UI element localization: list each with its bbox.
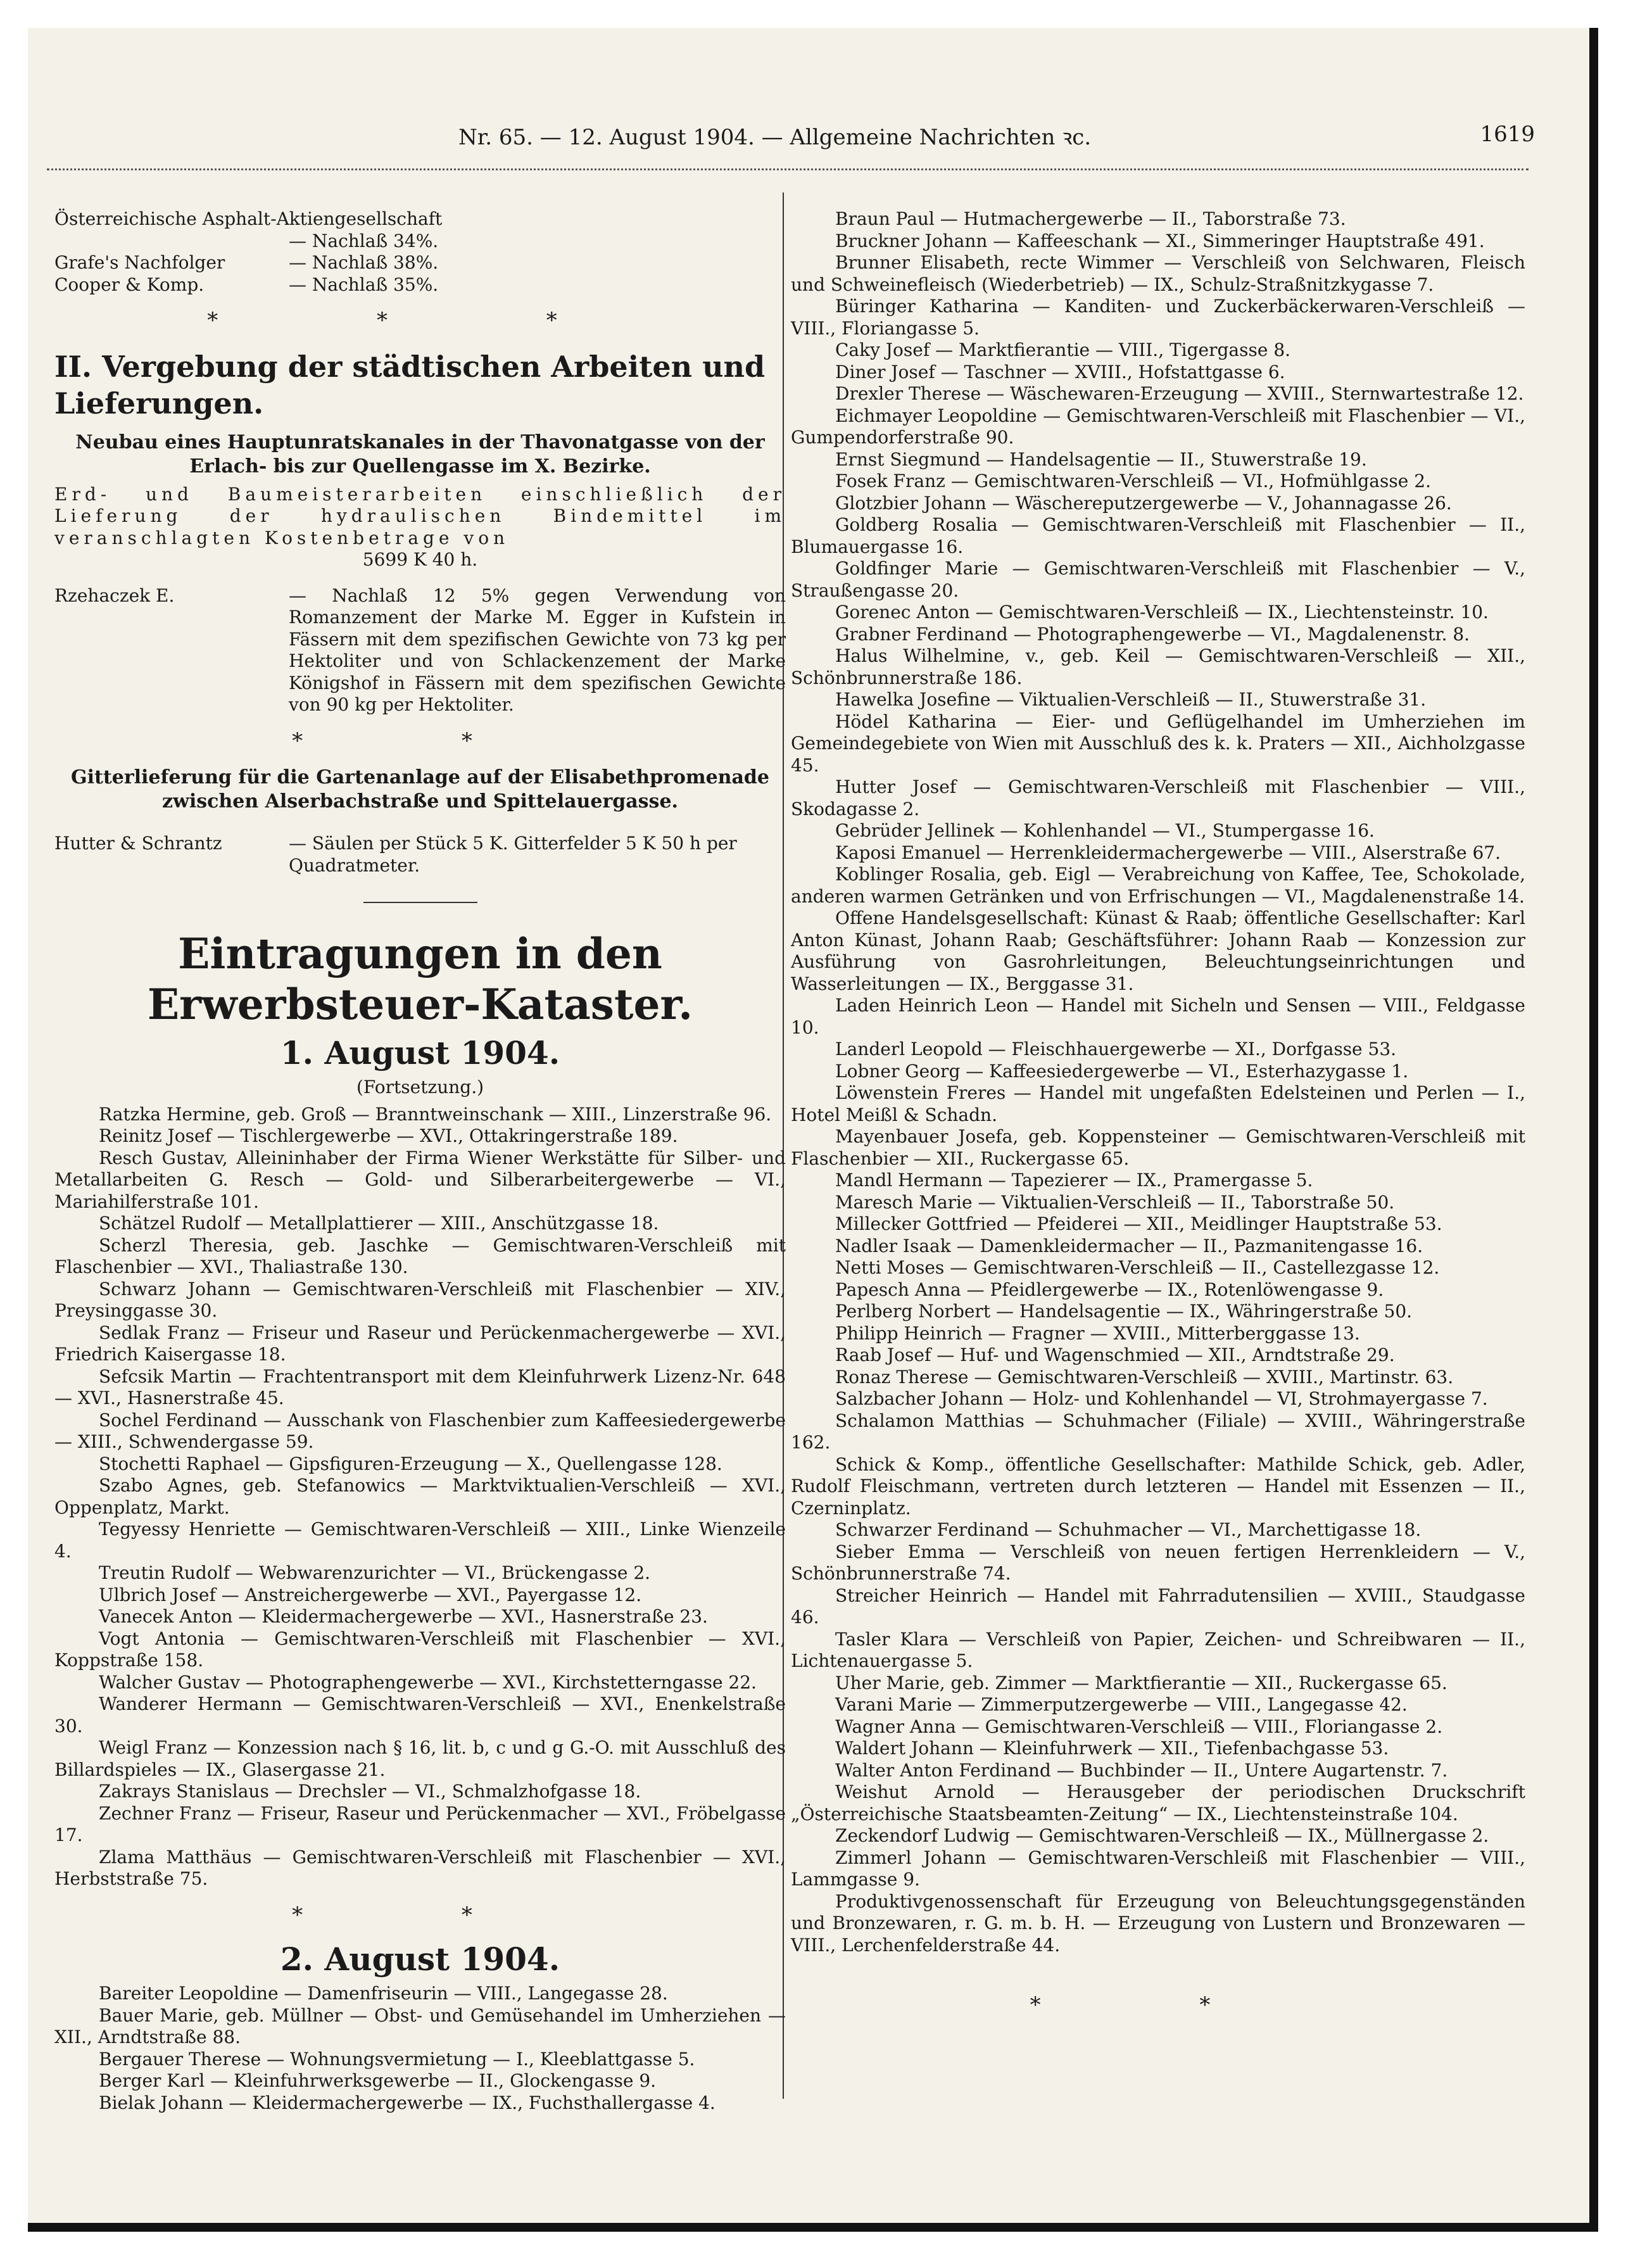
- list-item: Löwenstein Freres — Handel mit ungefaßten Edelsteinen und Perlen — I., Hotel Meißl & Schadn.: [791, 1082, 1525, 1125]
- newspaper-page: [28, 28, 1598, 2232]
- list-item: Sefcsik Martin — Frachtentransport mit dem Kleinfuhrwerk Lizenz-Nr. 648 — XVI., Hasnerstraße 45.: [54, 1365, 786, 1408]
- list-item: Schätzel Rudolf — Metallplattierer — XIII., Anschützgasse 18.: [99, 1213, 659, 1234]
- top-entry: [54, 274, 786, 296]
- list-item: Produktivgenossenschaft für Erzeugung von Beleuchtungsgegenständen und Bronzewaren, r. G. m. b. H. — Erzeugung von Lustern und Bronzewaren — VIII., Lerchenfelderstraße 44.: [791, 1890, 1525, 1956]
- list-item: Weishut Arnold — Herausgeber der periodischen Druckschrift „Österreichische Staatsbeamten-Zeitung“ — IX., Liechtensteinstraße 104.: [791, 1781, 1525, 1825]
- list-item: Bielak Johann — Kleidermachergewerbe — IX., Fuchsthallergasse 4.: [99, 2092, 716, 2113]
- list-item: Szabo Agnes, geb. Stefanowics — Marktviktualien-Verschleiß — XVI., Oppenplatz, Markt.: [54, 1475, 786, 1518]
- list-item: Nadler Isaak — Damenkleidermacher — II., Pazmanitengasse 16.: [835, 1235, 1423, 1256]
- list-item: Offene Handelsgesellschaft: Künast & Raab; öffentliche Gesellschafter: Karl Anton Künast, Johann Raab; Geschäftsführer: Johann Raab — Konzession zur Ausführung von Gasrohrleitungen, Beleuchtungseinrichtungen und Wasserleitungen — IX., Berggasse 31.: [791, 908, 1525, 994]
- list-item: Schwarz Johann — Gemischtwaren-Verschleiß mit Flaschenbier — XIV., Preysinggasse 30.: [54, 1278, 786, 1321]
- top-entry: [54, 252, 786, 274]
- list-item: Berger Karl — Kleinfuhrwerksgewerbe — II., Glockengasse 9.: [99, 2070, 657, 2091]
- list-item: Sieber Emma — Verschleiß von neuen fertigen Herrenkleidern — V., Schönbrunnerstraße 74.: [791, 1541, 1525, 1584]
- list-item: Perlberg Norbert — Handelsagentie — IX., Währingerstraße 50.: [835, 1301, 1413, 1322]
- list-item: Streicher Heinrich — Handel mit Fahrradutensilien — XVIII., Staudgasse 46.: [791, 1585, 1525, 1628]
- subheading: Gitterlieferung für die Gartenanlage auf der Elisabethpromenade zwischen Alserbachstraße und Spittelauergasse.: [71, 766, 769, 813]
- list-item: Bauer Marie, geb. Müllner — Obst- und Gemüsehandel im Umherziehen — XII., Arndtstraße 88.: [54, 2004, 786, 2047]
- list-item: Reinitz Josef — Tischlergewerbe — XVI., Ottakringerstraße 189.: [99, 1125, 678, 1146]
- list-item: Zechner Franz — Friseur, Raseur und Perückenmacher — XVI., Fröbelgasse 17.: [54, 1802, 786, 1845]
- date-heading: 2. August 1904.: [280, 1940, 560, 1978]
- subheading: Neubau eines Hauptunratskanales in der Thavonatgasse von der Erlach- bis zur Quellengasse im X. Bezirke.: [75, 431, 765, 478]
- list-item: Ulbrich Josef — Anstreichergewerbe — XVI., Payergasse 12.: [99, 1584, 642, 1605]
- header-rule: [47, 168, 1529, 170]
- list-item: Ronaz Therese — Gemischtwaren-Verschleiß — XVIII., Martinstr. 63.: [835, 1366, 1454, 1388]
- list-item: Sedlak Franz — Friseur und Raseur und Perückenmachergewerbe — XVI., Friedrich Kaisergasse 18.: [54, 1322, 786, 1365]
- list-item: Millecker Gottfried — Pfeiderei — XII., Meidlinger Hauptstraße 53.: [835, 1213, 1442, 1234]
- list-item: Salzbacher Johann — Holz- und Kohlenhandel — VI, Strohmayergasse 7.: [835, 1388, 1488, 1409]
- entry-list: [791, 208, 1525, 1956]
- list-item: Gorenec Anton — Gemischtwaren-Verschleiß — IX., Liechtensteinstr. 10.: [835, 602, 1489, 623]
- list-item: Büringer Katharina — Kanditen- und Zuckerbäckerwaren-Verschleiß — VIII., Floriangasse 5.: [791, 296, 1525, 339]
- list-item: Halus Wilhelmine, v., geb. Keil — Gemischtwaren-Verschleiß — XII., Schönbrunnerstraße 186.: [791, 645, 1525, 688]
- top-entry: [54, 208, 786, 231]
- right-column: [791, 208, 1525, 2030]
- left-column: [54, 208, 786, 2114]
- tender-description: Erd- und Baumeisterarbeiten einschließlich der Lieferung der hydraulischen Bindemittel im veranschlagten Kostenbetrage von: [54, 483, 786, 548]
- tender-amount: 5699 K 40 h.: [362, 549, 478, 570]
- list-item: Fosek Franz — Gemischtwaren-Verschleiß — VI., Hofmühlgasse 2.: [835, 471, 1431, 491]
- list-item: Philipp Heinrich — Fragner — XVIII., Mitterberggasse 13.: [835, 1322, 1360, 1344]
- list-item: Lobner Georg — Kaffeesiedergewerbe — VI., Esterhazygasse 1.: [835, 1060, 1409, 1082]
- list-item: Mayenbauer Josefa, geb. Koppensteiner — Gemischtwaren-Verschleiß mit Flaschenbier — XII., Ruckergasse 65.: [791, 1126, 1525, 1169]
- award-name: Rzehaczek E.: [54, 585, 175, 606]
- award-name: Hutter & Schrantz: [54, 833, 222, 854]
- list-item: Ratzka Hermine, geb. Groß — Branntweinschank — XIII., Linzerstraße 96.: [99, 1103, 772, 1125]
- list-item: Hödel Katharina — Eier- und Geflügelhandel im Umherziehen im Gemeindegebiete von Wien mit Ausschluß des k. k. Praters — XII., Aichholzgasse 45.: [791, 711, 1525, 776]
- list-item: Walter Anton Ferdinand — Buchbinder — II., Untere Augartenstr. 7.: [835, 1759, 1448, 1781]
- list-item: Zlama Matthäus — Gemischtwaren-Verschleiß mit Flaschenbier — XVI., Herbststraße 75.: [54, 1846, 786, 1889]
- list-item: Gebrüder Jellinek — Kohlenhandel — VI., Stumpergasse 16.: [835, 820, 1375, 841]
- list-item: Bareiter Leopoldine — Damenfriseurin — VIII., Langegasse 28.: [99, 1983, 668, 2004]
- entry-name: Grafe's Nachfolger: [54, 252, 225, 273]
- page-number: 1619: [1480, 122, 1535, 147]
- list-item: Kaposi Emanuel — Herrenkleidermachergewerbe — VIII., Alserstraße 67.: [835, 842, 1501, 863]
- separator-stars: * *: [1030, 1992, 1287, 2018]
- entry-list: [54, 1983, 786, 2114]
- list-item: Uher Marie, geb. Zimmer — Marktfierantie — XII., Ruckergasse 65.: [835, 1672, 1447, 1693]
- list-item: Goldfinger Marie — Gemischtwaren-Verschleiß mit Flaschenbier — V., Straußengasse 20.: [791, 558, 1525, 601]
- list-item: Bergauer Therese — Wohnungsvermietung — I., Kleeblattgasse 5.: [99, 2048, 695, 2070]
- list-item: Walcher Gustav — Photographengewerbe — XVI., Kirchstetterngasse 22.: [99, 1671, 757, 1693]
- main-heading: Eintragungen in den Erwerbsteuer-Kataster.: [147, 929, 693, 1029]
- list-item: Caky Josef — Marktfierantie — VIII., Tigergasse 8.: [835, 339, 1291, 360]
- list-item: Resch Gustav, Alleininhaber der Firma Wiener Werkstätte für Silber- und Metallarbeiten G. Resch — Gold- und Silberarbeitergewerbe — VI., Mariahilferstraße 101.: [54, 1147, 786, 1212]
- award-row: [54, 585, 786, 716]
- list-item: Schalamon Matthias — Schuhmacher (Filiale) — XVIII., Währingerstraße 162.: [791, 1410, 1525, 1453]
- list-item: Sochel Ferdinand — Ausschank von Flaschenbier zum Kaffeesiedergewerbe — XIII., Schwendergasse 59.: [54, 1409, 786, 1452]
- list-item: Zimmerl Johann — Gemischtwaren-Verschleiß mit Flaschenbier — VIII., Lammgasse 9.: [791, 1847, 1525, 1890]
- header-title: Nr. 65. — 12. August 1904. — Allgemeine Nachrichten ꝛc.: [458, 125, 1092, 150]
- list-item: Eichmayer Leopoldine — Gemischtwaren-Verschleiß mit Flaschenbier — VI., Gumpendorferstraße 90.: [791, 405, 1525, 448]
- list-item: Glotzbier Johann — Wäschereputzergewerbe — V., Johannagasse 26.: [835, 492, 1452, 514]
- list-item: Treutin Rudolf — Webwarenzurichter — VI., Brückengasse 2.: [99, 1562, 651, 1583]
- list-item: Scherzl Theresia, geb. Jaschke — Gemischtwaren-Verschleiß mit Flaschenbier — XVI., Thaliastraße 130.: [54, 1234, 786, 1277]
- entry-name: Österreichische Asphalt-Aktiengesellschaft: [54, 208, 443, 229]
- list-item: Schick & Komp., öffentliche Gesellschafter: Mathilde Schick, geb. Adler, Rudolf Fleischmann, vertreten durch letzteren — Handel mit Essenzen — II., Czerninplatz.: [791, 1453, 1525, 1519]
- list-item: Netti Moses — Gemischtwaren-Verschleiß — II., Castellezgasse 12.: [835, 1257, 1440, 1278]
- page-header: [53, 110, 1535, 155]
- list-item: Goldberg Rosalia — Gemischtwaren-Verschleiß mit Flaschenbier — II., Blumauergasse 16.: [791, 514, 1525, 557]
- list-item: Weigl Franz — Konzession nach § 16, lit. b, c und g G.-O. mit Ausschluß des Billardspieles — IX., Glasergasse 21.: [54, 1737, 786, 1780]
- list-item: Wanderer Hermann — Gemischtwaren-Verschleiß — XVI., Enenkelstraße 30.: [54, 1693, 786, 1736]
- list-item: Koblinger Rosalia, geb. Eigl — Verabreichung von Kaffee, Tee, Schokolade, anderen warmen Getränken und von Erfrischungen — VI., Magdalenenstraße 14.: [791, 864, 1525, 907]
- entry-list: [54, 1104, 786, 1890]
- list-item: Bruckner Johann — Kaffeeschank — XI., Simmeringer Hauptstraße 491.: [835, 230, 1485, 251]
- date-heading: 1. August 1904.: [280, 1034, 560, 1072]
- list-item: Grabner Ferdinand — Photographengewerbe — VI., Magdalenenstr. 8.: [835, 623, 1470, 645]
- top-entry-value-row: [54, 231, 786, 253]
- separator-stars: * *: [292, 1902, 548, 1928]
- list-item: Maresch Marie — Viktualien-Verschleiß — II., Taborstraße 50.: [835, 1191, 1395, 1213]
- list-item: Vogt Antonia — Gemischtwaren-Verschleiß mit Flaschenbier — XVI., Koppstraße 158.: [54, 1628, 786, 1671]
- list-item: Laden Heinrich Leon — Handel mit Sicheln und Sensen — VIII., Feldgasse 10.: [791, 995, 1525, 1038]
- separator-stars: * * *: [207, 308, 633, 333]
- list-item: Hutter Josef — Gemischtwaren-Verschleiß mit Flaschenbier — VIII., Skodagasse 2.: [791, 776, 1525, 819]
- list-item: Landerl Leopold — Fleischhauergewerbe — XI., Dorfgasse 53.: [835, 1039, 1397, 1060]
- entry-value: — Nachlaß 38%.: [289, 252, 439, 273]
- list-item: Mandl Hermann — Tapezierer — IX., Pramergasse 5.: [835, 1170, 1313, 1191]
- continued-note: (Fortsetzung.): [356, 1077, 484, 1098]
- list-item: Tegyessy Henriette — Gemischtwaren-Verschleiß — XIII., Linke Wienzeile 4.: [54, 1519, 786, 1562]
- list-item: Brunner Elisabeth, recte Wimmer — Verschleiß von Selchwaren, Fleisch und Schweinefleisch (Wiederbetrieb) — IX., Schulz-Straßnitzkygasse 7.: [791, 252, 1525, 295]
- list-item: Zeckendorf Ludwig — Gemischtwaren-Verschleiß — IX., Müllnergasse 2.: [835, 1825, 1489, 1846]
- entry-name: Cooper & Komp.: [54, 274, 205, 295]
- section-heading: II. Vergebung der städtischen Arbeiten und Lieferungen.: [54, 349, 766, 421]
- list-item: Waldert Johann — Kleinfuhrwerk — XII., Tiefenbachgasse 53.: [835, 1738, 1389, 1759]
- list-item: Varani Marie — Zimmerputzergewerbe — VIII., Langegasse 42.: [835, 1694, 1408, 1715]
- separator-stars: * *: [292, 728, 548, 754]
- list-item: Schwarzer Ferdinand — Schuhmacher — VI., Marchettigasse 18.: [835, 1519, 1422, 1540]
- list-item: Braun Paul — Hutmachergewerbe — II., Taborstraße 73.: [835, 208, 1346, 229]
- list-item: Diner Josef — Taschner — XVIII., Hofstattgasse 6.: [835, 361, 1285, 383]
- list-item: Stochetti Raphael — Gipsfiguren-Erzeugung — X., Quellengasse 128.: [99, 1453, 722, 1474]
- entry-value: — Nachlaß 35%.: [289, 274, 439, 295]
- award-value: — Säulen per Stück 5 K. Gitterfelder 5 K 50 h per Quadratmeter.: [289, 833, 737, 876]
- list-item: Wagner Anna — Gemischtwaren-Verschleiß — VIII., Floriangasse 2.: [835, 1716, 1443, 1737]
- award-value: — Nachlaß 12 5% gegen Verwendung von Romanzement der Marke M. Egger in Kufstein in Fässern mit dem spezifischen Gewichte von 73 kg per Hektoliter und von Schlackenzement der Marke Königshof in Fässern mit dem spezifischen Gewichte von 90 kg per Hektoliter.: [289, 585, 786, 715]
- list-item: Drexler Therese — Wäschewaren-Erzeugung — XVIII., Sternwartestraße 12.: [835, 383, 1524, 404]
- entry-value: — Nachlaß 34%.: [289, 230, 439, 251]
- list-item: Raab Josef — Huf- und Wagenschmied — XII., Arndtstraße 29.: [835, 1344, 1395, 1365]
- list-item: Vanecek Anton — Kleidermachergewerbe — XVI., Hasnerstraße 23.: [99, 1606, 708, 1627]
- list-item: Ernst Siegmund — Handelsagentie — II., Stuwerstraße 19.: [835, 448, 1367, 470]
- section-rule: [363, 902, 477, 903]
- list-item: Tasler Klara — Verschleiß von Papier, Zeichen- und Schreibwaren — II., Lichtenauergasse 5.: [791, 1628, 1525, 1671]
- list-item: Hawelka Josefine — Viktualien-Verschleiß — II., Stuwerstraße 31.: [835, 689, 1427, 710]
- list-item: Papesch Anna — Pfeidlergewerbe — IX., Rotenlöwengasse 9.: [835, 1279, 1384, 1300]
- award-row: [54, 833, 786, 876]
- list-item: Zakrays Stanislaus — Drechsler — VI., Schmalzhofgasse 18.: [99, 1781, 641, 1802]
